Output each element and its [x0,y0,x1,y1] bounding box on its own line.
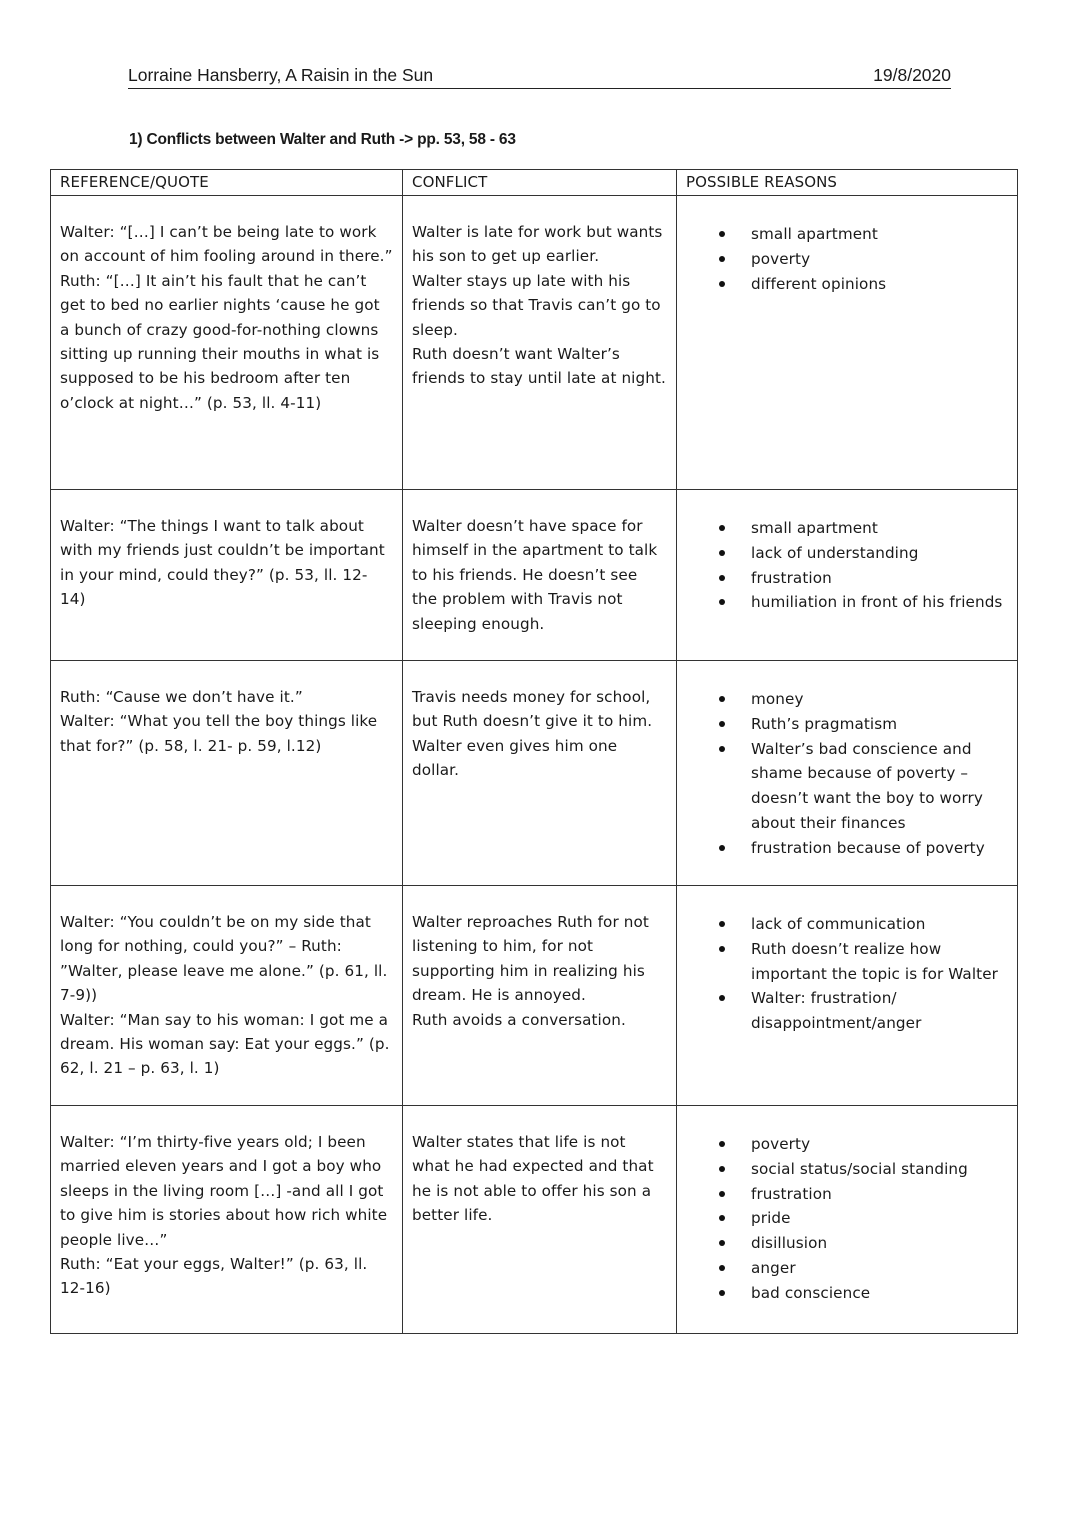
reason-item: Walter’s bad conscience and shame because of poverty – doesn’t want the boy to worry about their finances [686,737,1008,836]
reasons-cell [677,196,1018,490]
reason-item: humiliation in front of his friends [686,590,1008,615]
reason-item: social status/social standing [686,1157,1008,1182]
conflict-line: Ruth doesn’t want Walter’s friends to stay until late at night. [412,345,666,388]
reasons-list [686,685,1008,861]
reason-item: Ruth doesn’t realize how important the topic is for Walter [686,937,1008,987]
quote-line: Ruth: “Eat your eggs, Walter!” (p. 63, ll. 12-16) [60,1255,368,1298]
reason-item: small apartment [686,222,1008,247]
conflict-cell [403,196,677,490]
table-row [51,661,1018,886]
quote-line: Walter: “The things I want to talk about with my friends just couldn’t be important in your mind, could they?” (p. 53, ll. 12-14) [60,517,385,609]
conflict-cell [403,490,677,661]
quote-line: Walter: “You couldn’t be on my side that long for nothing, could you?” – Ruth: ”Walter, please leave me alone.” (p. 61, ll. 7-9)) [60,913,388,1005]
document-title: Lorraine Hansberry, A Raisin in the Sun [128,65,434,85]
table-row [51,1106,1018,1334]
quote-cell [51,1106,403,1334]
column-header-reasons: POSSIBLE REASONS [677,170,1018,196]
conflict-line: Ruth avoids a conversation. [412,1010,626,1029]
reasons-list [686,1130,1008,1306]
reason-item: poverty [686,1132,1008,1157]
reason-item: Ruth’s pragmatism [686,712,1008,737]
quote-line: Walter: “[…] I can’t be being late to work on account of him fooling around in there.” [60,223,393,266]
section-heading: 1) Conflicts between Walter and Ruth -> pp. 53, 58 - 63 [129,131,516,148]
document-date: 19/8/2020 [873,65,951,85]
reason-item: disillusion [686,1231,1008,1256]
reason-item: anger [686,1256,1008,1281]
quote-line: Walter: “What you tell the boy things like that for?” (p. 58, l. 21- p. 59, l.12) [60,712,378,755]
conflict-line: Walter stays up late with his friends so that Travis can’t go to sleep. [412,271,661,339]
conflict-line: Travis needs money for school, but Ruth doesn’t give it to him. Walter even gives him one dollar. [412,688,653,780]
quote-cell [51,661,403,886]
quote-line: Walter: “Man say to his woman: I got me a dream. His woman say: Eat your eggs.” (p. 62, l. 21 – p. 63, l. 1) [60,1010,390,1078]
reason-item: money [686,687,1008,712]
reason-item: bad conscience [686,1281,1008,1306]
conflict-line: Walter states that life is not what he had expected and that he is not able to offer his son a better life. [412,1133,654,1225]
reason-item: frustration [686,566,1008,591]
reason-item: pride [686,1206,1008,1231]
reason-item: different opinions [686,272,1008,297]
quote-line: Walter: “I’m thirty-five years old; I been married eleven years and I got a boy who sleeps in the living room […] -and all I got to give him is stories about how rich white people live…” [60,1133,388,1249]
reasons-list [686,514,1008,615]
reasons-cell [677,661,1018,886]
quote-cell [51,196,403,490]
conflict-cell [403,661,677,886]
reason-item: poverty [686,247,1008,272]
reasons-list [686,910,1008,1036]
reason-item: lack of understanding [686,541,1008,566]
reasons-cell [677,490,1018,661]
conflicts-table [50,169,1018,1334]
page-header [128,64,951,89]
reason-item: frustration [686,1182,1008,1207]
reasons-cell [677,886,1018,1106]
table-row [51,490,1018,661]
reason-item: frustration because of poverty [686,836,1008,861]
conflict-cell [403,1106,677,1334]
quote-cell [51,886,403,1106]
table-row [51,886,1018,1106]
conflict-cell [403,886,677,1106]
quote-cell [51,490,403,661]
quote-line: Ruth: “Cause we don’t have it.” [60,688,303,706]
reason-item: Walter: frustration/ disappointment/anger [686,986,1008,1036]
column-header-conflict: CONFLICT [403,170,677,196]
conflict-line: Walter is late for work but wants his son to get up earlier. [412,223,663,266]
conflict-line: Walter reproaches Ruth for not listening to him, for not supporting him in realizing his dream. He is annoyed. [412,913,649,1005]
quote-line: Ruth: “[…] It ain’t his fault that he can’t get to bed no earlier nights ‘cause he got a bunch of crazy good-for-nothing clowns sitting up running their mouths in what is supposed to be his bedroom after ten o’clock at night…” (p. 53, ll. 4-11) [60,271,380,412]
conflict-line: Walter doesn’t have space for himself in the apartment to talk to his friends. He doesn’t see the problem with Travis not sleeping enough. [412,517,658,633]
reason-item: lack of communication [686,912,1008,937]
reasons-list [686,220,1008,296]
table-header-row [51,170,1018,196]
table-row [51,196,1018,490]
column-header-quote: REFERENCE/QUOTE [51,170,403,196]
reason-item: small apartment [686,516,1008,541]
reasons-cell [677,1106,1018,1334]
